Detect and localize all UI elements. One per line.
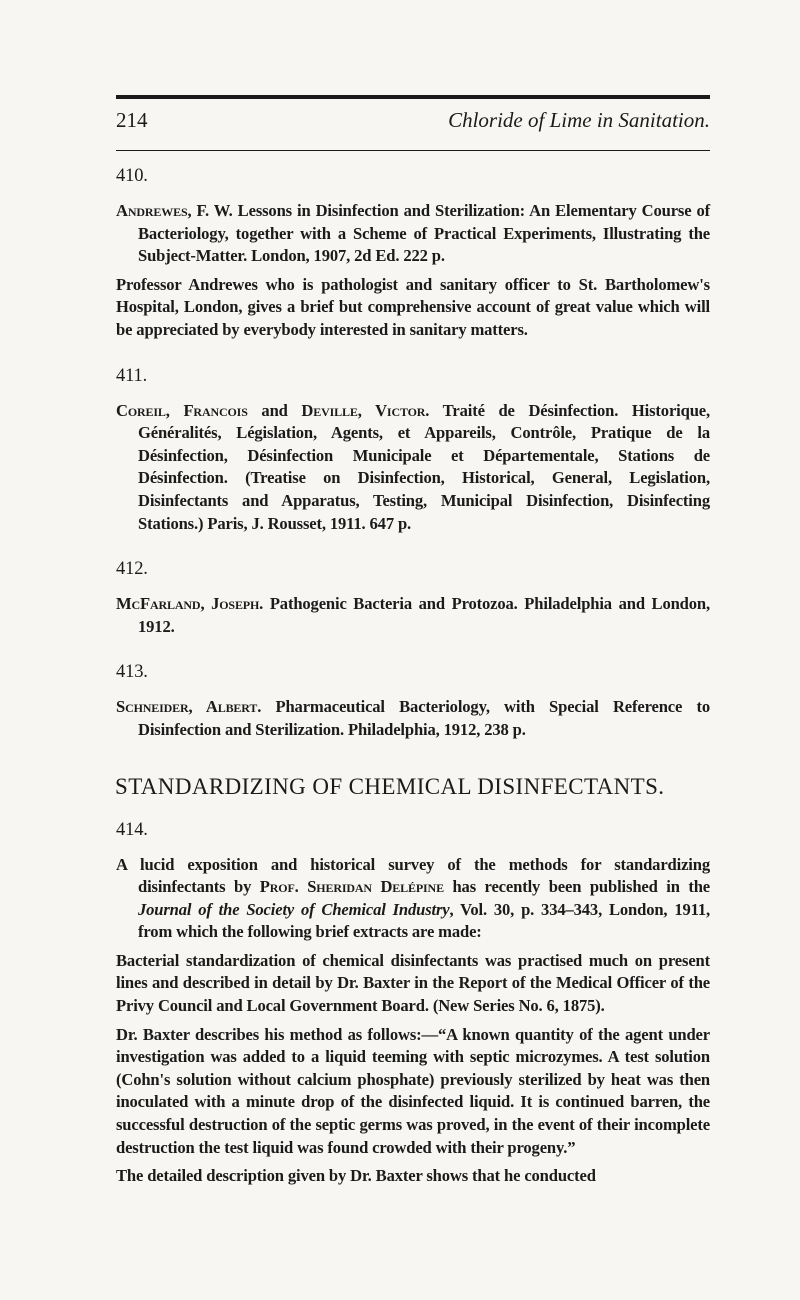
bibliography-entry-412	[116, 557, 710, 638]
citation-text: Lessons in Disinfection and Sterilization: An Elementary Course of Bacteriology, together with a Scheme of Practical Experiments, Illustrating the Subject-Matter. London, 1907, 2d Ed. 222 p.	[138, 201, 710, 266]
bibliography-entry-411	[116, 364, 710, 536]
section-heading: STANDARDIZING OF CHEMICAL DISINFECTANTS.	[115, 773, 665, 799]
bibliography-entry-414	[116, 818, 710, 1188]
top-rule	[116, 95, 710, 99]
body-paragraph: The detailed description given by Dr. Baxter shows that he conducted	[116, 1166, 596, 1186]
citation-text: Pathogenic Bacteria and Protozoa. Philadelphia and London, 1912.	[138, 594, 710, 636]
citation-text: Traité de Désinfection. Historique, Généralités, Législation, Agents, et Appareils, Contrôle, Pratique de la Désinfection, Désinfection Municipale et Départementale, Stations de Désinfection. (Treatise on Disinfection, Historical, General, Legislation, Disinfectants and Apparatus, Testing, Municipal Disinfection, Disinfecting Stations.) Paris, J. Rousset, 1911. 647 p.	[138, 400, 710, 533]
entry-number: 410.	[116, 166, 148, 186]
page-number: 214	[116, 108, 148, 132]
entry-number: 412.	[116, 559, 148, 580]
author: McFarland, Joseph.	[116, 594, 264, 614]
author-connector: and	[247, 400, 302, 420]
author: Andrewes, F. W.	[116, 201, 233, 220]
author: Coreil, Francois	[116, 400, 248, 420]
intro-paragraph: A lucid exposition and historical survey of the methods for standardizing disinfectants by Prof. Sheridan Delépine has recently been published in the Journal of the Society of Chemical Industry, Vol. 30, p. 334–343, London, 1911, from which the following brief extracts are made:	[116, 854, 710, 942]
citation	[116, 696, 710, 741]
running-title: Chloride of Lime in Sanitation.	[448, 108, 710, 132]
entry-number: 413.	[116, 662, 148, 683]
author: Schneider, Albert.	[116, 697, 262, 717]
entry-number: 411.	[116, 365, 148, 386]
second-author: Deville, Victor.	[301, 400, 430, 420]
head-rule	[116, 150, 710, 151]
body-paragraph: Dr. Baxter describes his method as follows:—“A known quantity of the agent under investigation was added to a liquid teeming with septic microzymes. A test solution (Cohn's solution without calcium phosphate) previously sterilized by heat was then inoculated with a minute drop of the disinfected liquid. It is continued barren, the successful destruction of the septic germs was proved, in the event of their incomplete destruction the test liquid was found crowded with their progeny.”	[116, 1024, 710, 1157]
bibliography-entry-410	[116, 164, 710, 342]
body-paragraph: Bacterial standardization of chemical disinfectants was practised much on present lines and described in detail by Dr. Baxter in the Report of the Medical Officer of the Privy Council and Local Government Board. (New Series No. 6, 1875).	[116, 950, 710, 1016]
bibliography-entry-413	[116, 660, 710, 741]
annotation: Professor Andrewes who is pathologist and sanitary officer to St. Bartholomew's Hospital, London, gives a brief but comprehensive account of great value which will be appreciated by everybody interested in sanitary matters.	[116, 274, 710, 339]
page-body	[116, 164, 710, 1210]
citation	[116, 200, 710, 268]
citation	[116, 593, 710, 638]
citation	[116, 400, 710, 536]
journal-title: Journal of the Society of Chemical Industry	[138, 899, 450, 919]
entry-number: 414.	[116, 819, 148, 840]
author-name: Prof. Sheridan Delépine	[259, 877, 444, 897]
citation-text: Pharmaceutical Bacteriology, with Special Reference to Disinfection and Sterilization. Philadelphia, 1912, 238 p.	[138, 697, 710, 739]
